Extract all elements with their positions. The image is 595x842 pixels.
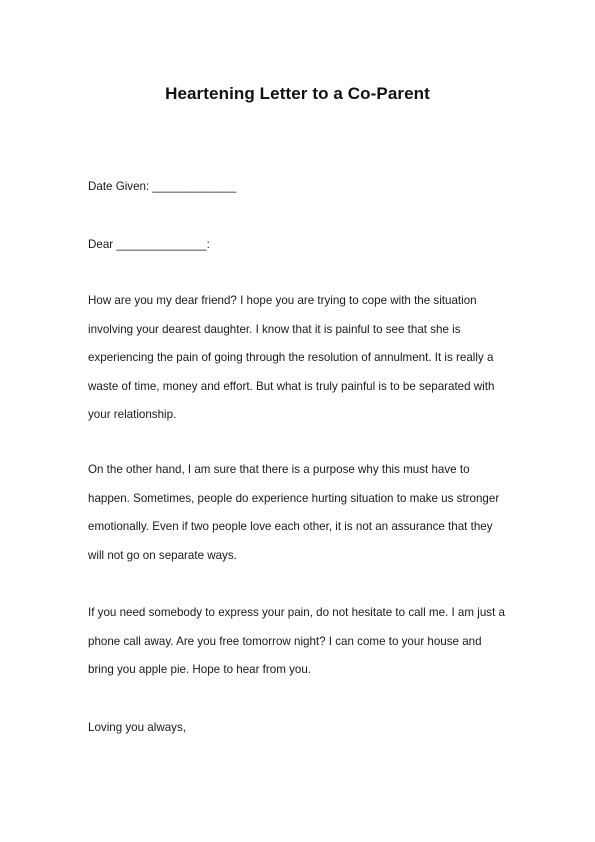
paragraph-line: emotionally. Even if two people love each other, it is not an assurance that they <box>88 520 493 534</box>
letter-title: Heartening Letter to a Co-Parent <box>165 84 430 103</box>
paragraph-line: How are you my dear friend? I hope you are trying to cope with the situation <box>88 294 477 307</box>
paragraph-line: will not go on separate ways. <box>88 548 237 562</box>
paragraph-1 <box>88 294 528 437</box>
paragraph-line: experiencing the pain of going through the resolution of annulment. It is really a <box>88 351 494 365</box>
paragraph-line: On the other hand, I am sure that there is a purpose why this must have to <box>88 463 470 476</box>
paragraph-line: your relationship. <box>88 408 177 422</box>
paragraph-line: If you need somebody to express your pain, do not hesitate to call me. I am just a <box>88 606 505 619</box>
paragraph-line: happen. Sometimes, people do experience hurting situation to make us stronger <box>88 491 500 505</box>
paragraph-line: phone call away. Are you free tomorrow night? I can come to your house and <box>88 634 482 648</box>
paragraph-line: waste of time, money and effort. But what is truly painful is to be separated with <box>88 379 495 393</box>
salutation-line: Dear ______________: <box>88 238 210 251</box>
paragraph-line: bring you apple pie. Hope to hear from you. <box>88 663 311 677</box>
paragraph-2 <box>88 463 528 577</box>
closing-line: Loving you always, <box>88 721 186 734</box>
paragraph-line: involving your dearest daughter. I know that it is painful to see that she is <box>88 322 461 336</box>
paragraph-3 <box>88 606 528 692</box>
date-given-line: Date Given: _____________ <box>88 180 237 193</box>
